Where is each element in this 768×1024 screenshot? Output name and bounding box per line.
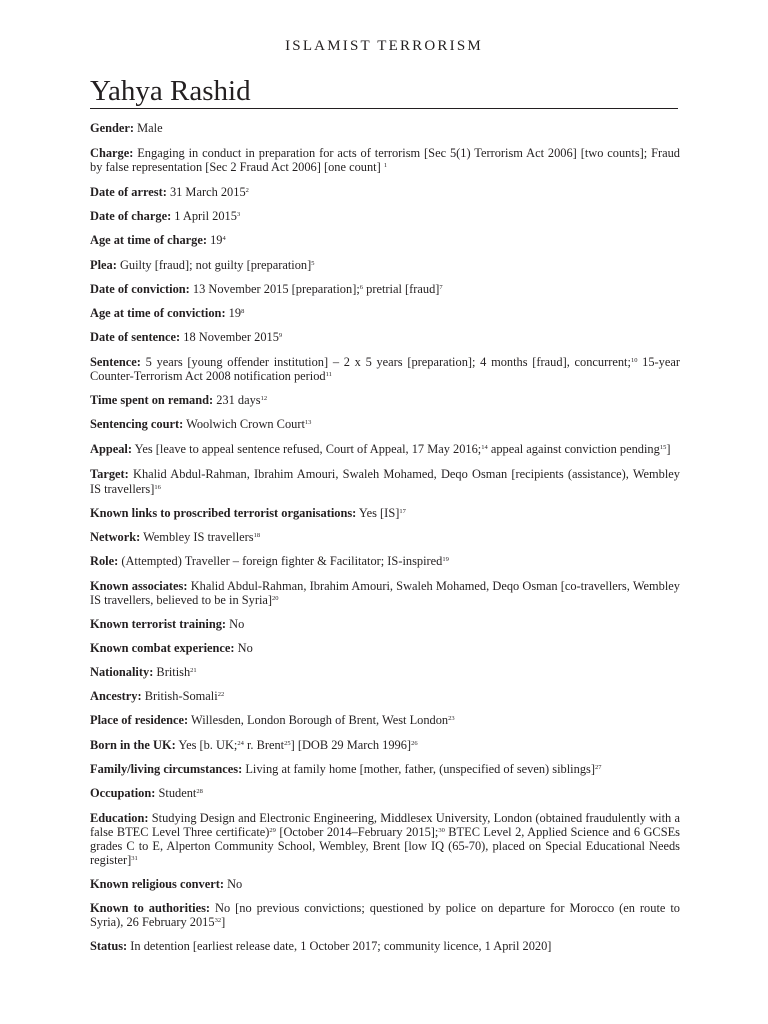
- field-value: British-Somali: [141, 689, 218, 704]
- field-value: BTEC Level 2, Applied Science and 6 GCSEs grades C to E, Alperton Community School, Wembley, Brent [low IQ (65-70), placed on Special Educational Needs register]: [90, 824, 680, 868]
- footnote-ref[interactable]: 12: [260, 395, 268, 403]
- field-label: Known to authorities:: [90, 901, 211, 916]
- field-label: Known combat experience:: [90, 641, 235, 656]
- field-plea: [90, 258, 680, 272]
- field-value: Yes [b. UK;: [175, 737, 238, 752]
- footnote-ref[interactable]: 30: [438, 826, 445, 834]
- field-value: 15-year Counter-Terrorism Act 2008 notification period: [90, 354, 680, 384]
- footnote-ref[interactable]: 10: [630, 356, 638, 364]
- footnote-ref[interactable]: 1: [383, 162, 388, 170]
- field-value: 31 March 2015: [166, 185, 246, 200]
- field-place-of-residence: [90, 713, 680, 727]
- field-label: Known associates:: [90, 578, 188, 593]
- field-date-of-charge: [90, 209, 680, 223]
- field-label: Born in the UK:: [90, 737, 176, 752]
- footnote-ref[interactable]: 3: [236, 211, 241, 219]
- field-label: Appeal:: [90, 442, 132, 457]
- field-role: [90, 554, 680, 568]
- field-label: Network:: [90, 529, 141, 544]
- field-label: Date of conviction:: [90, 281, 190, 296]
- field-label: Ancestry:: [90, 689, 142, 704]
- field-value: pretrial [fraud]: [363, 281, 440, 296]
- footnote-ref[interactable]: 2: [245, 187, 249, 195]
- field-value: Studying Design and Electronic Engineering, Middlesex University, London (obtained fraudulently with a false BTEC Level Three certificate): [90, 810, 680, 839]
- field-sentencing-court: [90, 417, 680, 431]
- field-value: Wembley IS travellers: [140, 529, 254, 544]
- footnote-ref[interactable]: 23: [448, 715, 455, 723]
- field-value: Khalid Abdul-Rahman, Ibrahim Amouri, Swaleh Mohamed, Deqo Osman [recipients (assistance), Wembley IS travellers]: [90, 467, 680, 496]
- field-value: Guilty [fraud]; not guilty [preparation]: [116, 257, 312, 272]
- field-value: Khalid Abdul-Rahman, Ibrahim Amouri, Swaleh Mohamed, Deqo Osman [co-travellers, Wembley IS travellers, believed to be in Syria]: [90, 578, 680, 607]
- field-label: Family/living circumstances:: [90, 761, 243, 776]
- field-age-at-time-of-charge: [90, 233, 680, 247]
- field-known-links-to-proscribed-terrorist-organisations: [90, 506, 680, 520]
- field-born-in-the-uk: [90, 738, 680, 752]
- field-value: Male: [134, 121, 163, 135]
- footnote-ref[interactable]: 32: [214, 917, 222, 925]
- field-value: 18 November 2015: [180, 329, 279, 344]
- field-value: In detention [earliest release date, 1 October 2017; community licence, 1 April 2020]: [127, 939, 552, 954]
- field-value: No [no previous convictions; questioned by police on departure for Morocco (en route to Syria), 26 February 2015: [90, 901, 680, 930]
- footnote-ref[interactable]: 14: [481, 444, 488, 452]
- field-label: Age at time of conviction:: [90, 305, 226, 320]
- field-date-of-arrest: [90, 185, 680, 199]
- profile-fields: [90, 121, 680, 954]
- footnote-ref[interactable]: 24: [237, 739, 244, 747]
- footnote-ref[interactable]: 5: [311, 259, 315, 267]
- field-label: Target:: [90, 467, 129, 482]
- footnote-ref[interactable]: 7: [439, 283, 443, 291]
- field-value: Woolwich Crown Court: [183, 417, 305, 432]
- field-label: Known links to proscribed terrorist organisations:: [90, 505, 357, 520]
- field-label: Known terrorist training:: [90, 617, 227, 632]
- field-value: Yes [IS]: [356, 505, 400, 520]
- field-label: Gender:: [90, 121, 135, 135]
- footnote-ref[interactable]: 28: [196, 787, 203, 795]
- field-target: [90, 467, 680, 495]
- footnote-ref[interactable]: 26: [411, 739, 418, 747]
- field-education: [90, 811, 680, 867]
- footnote-ref[interactable]: 9: [278, 331, 283, 339]
- field-value: British: [153, 665, 191, 680]
- field-network: [90, 530, 680, 544]
- field-value: (Attempted) Traveller – foreign fighter & Facilitator; IS-inspired: [118, 553, 443, 568]
- field-value: 5 years [young offender institution] – 2 x 5 years [preparation]; 4 months [fraud], concurrent;: [140, 354, 631, 369]
- footnote-ref[interactable]: 31: [131, 855, 138, 863]
- field-label: Charge:: [90, 146, 134, 161]
- footnote-ref[interactable]: 11: [325, 371, 332, 379]
- field-label: Education:: [90, 810, 149, 825]
- footnote-ref[interactable]: 15: [659, 444, 667, 452]
- footnote-ref[interactable]: 19: [442, 555, 449, 563]
- footnote-ref[interactable]: 22: [217, 691, 225, 699]
- footnote-ref[interactable]: 27: [594, 763, 602, 771]
- field-value: Engaging in conduct in preparation for acts of terrorism [Sec 5(1) Terrorism Act 2006] [two counts]; Fraud by false representation [Sec 2 Fraud Act 2006] [one count]: [90, 146, 680, 175]
- footnote-ref[interactable]: 20: [272, 594, 279, 602]
- field-label: Time spent on remand:: [90, 393, 214, 408]
- field-ancestry: [90, 689, 680, 703]
- field-nationality: [90, 665, 680, 679]
- field-status: [90, 939, 680, 953]
- field-label: Occupation:: [90, 785, 156, 800]
- field-label: Date of arrest:: [90, 185, 167, 200]
- field-gender: [90, 121, 680, 135]
- footnote-ref[interactable]: 6: [359, 283, 364, 291]
- footnote-ref[interactable]: 8: [241, 307, 245, 315]
- field-known-to-authorities: [90, 901, 680, 929]
- field-charge: [90, 146, 680, 174]
- field-known-terrorist-training: [90, 617, 680, 631]
- field-label: Age at time of charge:: [90, 233, 207, 248]
- field-known-combat-experience: [90, 641, 680, 655]
- field-value: 19: [206, 233, 223, 248]
- field-value: ]: [666, 442, 671, 457]
- footnote-ref[interactable]: 13: [304, 419, 312, 427]
- footnote-ref[interactable]: 21: [190, 667, 197, 675]
- field-occupation: [90, 786, 680, 800]
- field-value: Student: [155, 785, 197, 800]
- page-title: Yahya Rashid: [90, 75, 251, 107]
- field-label: Sentencing court:: [90, 417, 184, 432]
- field-value: Willesden, London Borough of Brent, West London: [188, 713, 449, 728]
- field-value: ]: [221, 915, 226, 930]
- field-value: Living at family home [mother, father, (unspecified of seven) siblings]: [242, 761, 595, 776]
- field-value: 231 days: [213, 393, 261, 408]
- footnote-ref[interactable]: 18: [253, 531, 261, 539]
- field-appeal: [90, 442, 680, 456]
- field-label: Status:: [90, 939, 128, 954]
- field-label: Role:: [90, 553, 119, 568]
- field-value: No: [234, 641, 253, 656]
- field-label: Plea:: [90, 257, 117, 272]
- field-sentence: [90, 355, 680, 383]
- footnote-ref[interactable]: 29: [269, 826, 276, 834]
- field-value: [October 2014–February 2015];: [275, 824, 439, 839]
- field-date-of-conviction: [90, 282, 680, 296]
- footnote-ref[interactable]: 17: [399, 507, 406, 515]
- field-label: Place of residence:: [90, 713, 189, 728]
- field-label: Date of sentence:: [90, 329, 181, 344]
- field-known-associates: [90, 579, 680, 607]
- running-header: ISLAMIST TERRORISM: [285, 38, 483, 54]
- field-value: appeal against conviction pending: [487, 442, 660, 457]
- title-rule: [90, 108, 678, 109]
- field-date-of-sentence: [90, 330, 680, 344]
- field-value: No: [224, 877, 243, 892]
- field-label: Sentence:: [90, 354, 141, 369]
- field-label: Known religious convert:: [90, 877, 224, 892]
- field-family-living-circumstances: [90, 762, 680, 776]
- footnote-ref[interactable]: 25: [284, 739, 291, 747]
- field-time-spent-on-remand: [90, 393, 680, 407]
- field-value: 13 November 2015 [preparation];: [189, 281, 360, 296]
- field-label: Nationality:: [90, 665, 154, 680]
- field-value: No: [226, 617, 245, 632]
- field-label: Date of charge:: [90, 209, 172, 224]
- field-value: ] [DOB 29 March 1996]: [290, 737, 412, 752]
- field-age-at-time-of-conviction: [90, 306, 680, 320]
- footnote-ref[interactable]: 16: [154, 483, 161, 491]
- footnote-ref[interactable]: 4: [222, 235, 226, 243]
- field-value: 1 April 2015: [171, 209, 237, 224]
- field-known-religious-convert: [90, 877, 680, 891]
- field-value: r. Brent: [243, 737, 285, 752]
- field-value: Yes [leave to appeal sentence refused, Court of Appeal, 17 May 2016;: [132, 442, 482, 457]
- field-value: 19: [225, 305, 242, 320]
